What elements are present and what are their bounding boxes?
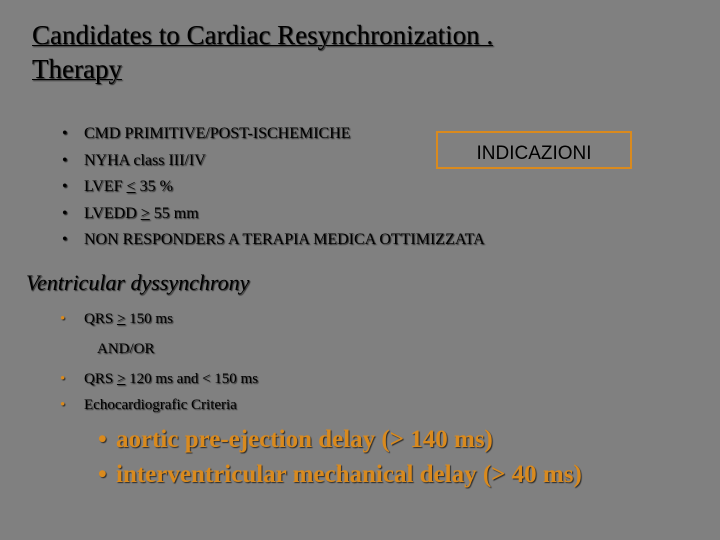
- indication-text: LVEF: [84, 178, 127, 195]
- comparison-sign: >: [140, 204, 150, 222]
- list-item: [98, 422, 698, 457]
- indication-item: [62, 201, 485, 228]
- list-item: [60, 366, 258, 392]
- indication-item: [62, 174, 485, 201]
- qrs-list-1: [60, 306, 173, 332]
- list-item: [60, 306, 173, 332]
- echo-label: Echocardiografic Criteria: [84, 397, 237, 413]
- slide-title: [32, 18, 672, 86]
- section-title: Ventricular dyssynchrony: [26, 270, 250, 295]
- title-line-2: Therapy: [32, 54, 122, 84]
- title-line-1: Candidates to Cardiac Resynchronization .: [32, 20, 494, 50]
- indication-list: [62, 121, 485, 254]
- indication-value: 55 mm: [149, 204, 199, 222]
- criterion-text: interventricular mechanical delay (> 40 ms): [116, 461, 582, 488]
- list-item: [60, 392, 258, 418]
- qrs-label: QRS: [84, 311, 117, 327]
- qrs-value: 150 ms: [125, 311, 173, 327]
- comparison-sign: >: [116, 311, 126, 327]
- indication-value: 35 %: [135, 178, 173, 195]
- qrs-label: QRS: [84, 371, 117, 387]
- qrs-list-2: [60, 366, 258, 418]
- echo-criteria-list: [98, 422, 698, 492]
- indication-item: [62, 227, 485, 254]
- criterion-text: aortic pre-ejection delay (> 140 ms): [116, 426, 493, 453]
- indication-text: NON RESPONDERS A TERAPIA MEDICA OTTIMIZZATA: [84, 231, 485, 248]
- comparison-sign: <: [126, 178, 136, 195]
- qrs-value: 120 ms and < 150 ms: [125, 371, 259, 387]
- indication-text: CMD PRIMITIVE/POST-ISCHEMICHE: [84, 125, 351, 142]
- indicazioni-box: INDICAZIONI: [436, 131, 632, 169]
- and-or-label: AND/OR: [97, 341, 155, 357]
- indication-text: NYHA class III/IV: [84, 151, 206, 169]
- list-item: [98, 457, 698, 492]
- indication-item: [62, 121, 485, 148]
- indication-text: LVEDD: [84, 204, 141, 222]
- comparison-sign: >: [116, 371, 126, 387]
- indication-item: [62, 148, 485, 175]
